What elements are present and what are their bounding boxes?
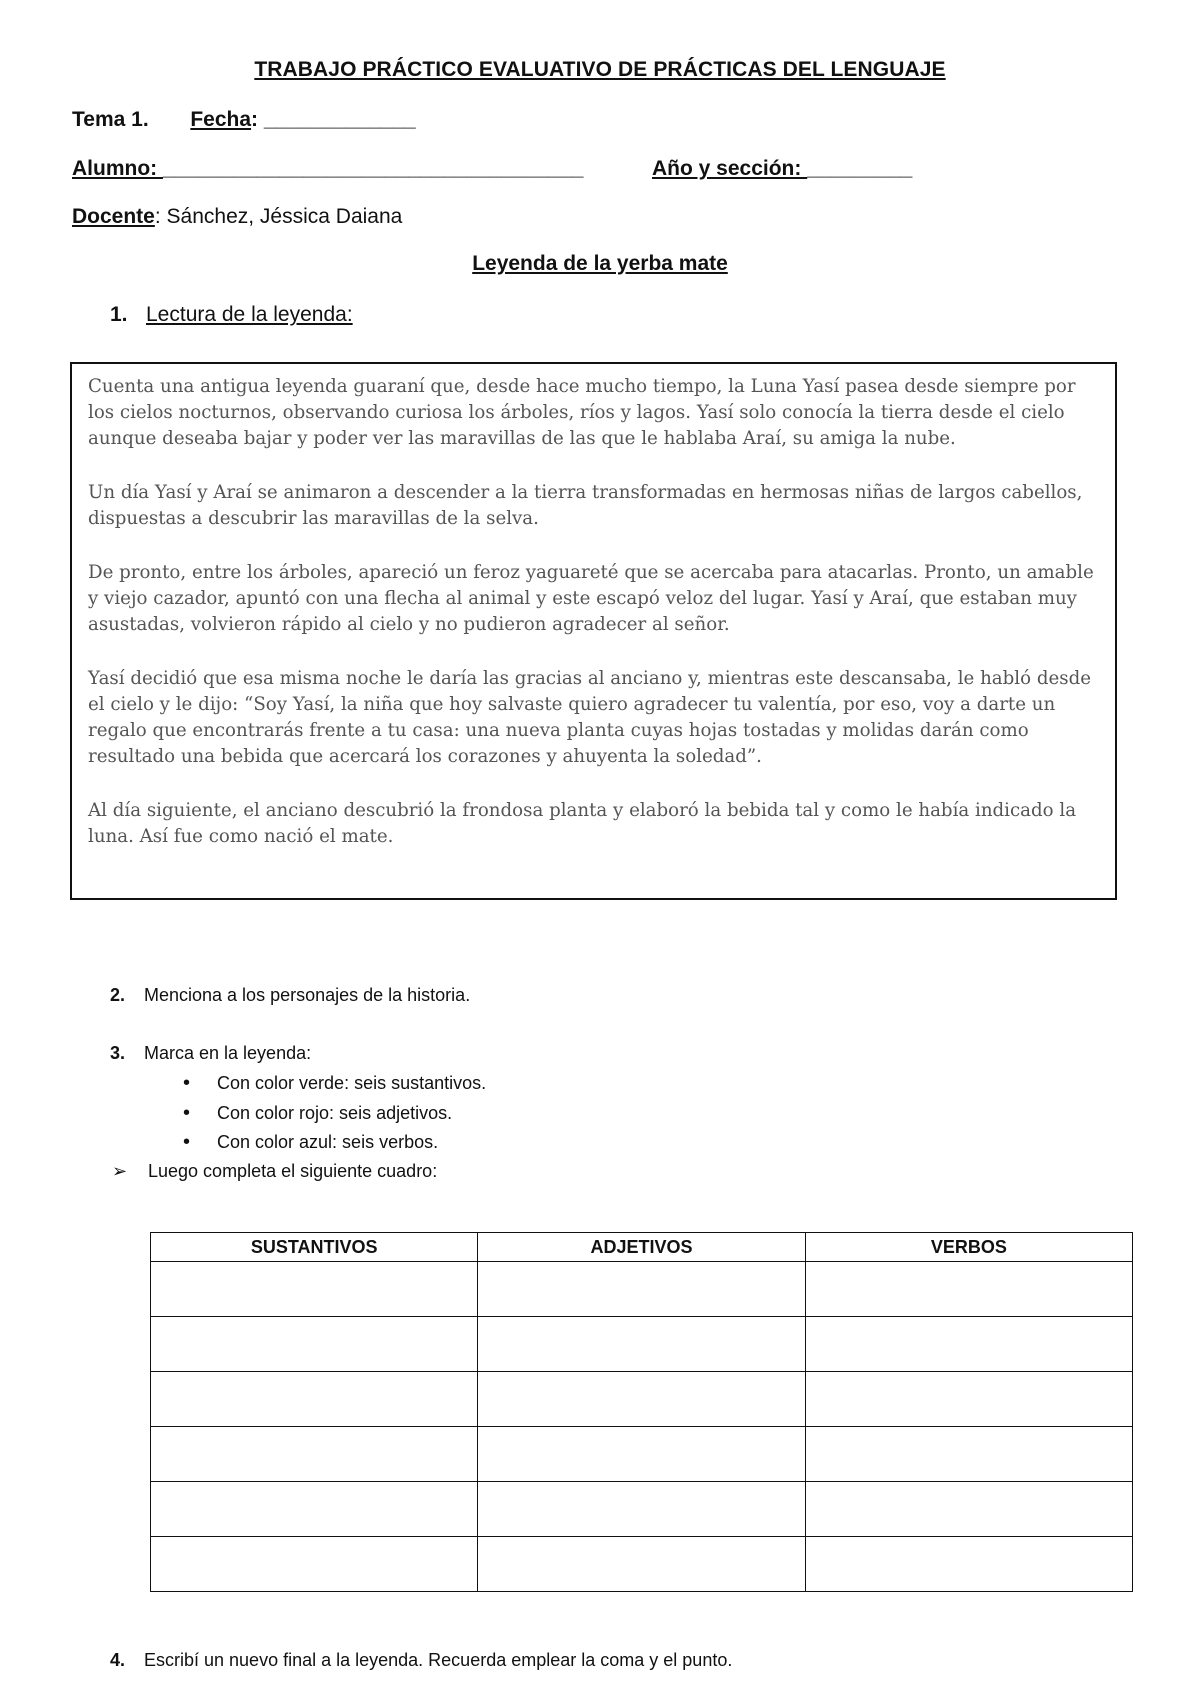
question-3-number: 3. [110, 1043, 126, 1063]
fecha-blank: : _____________ [251, 108, 416, 131]
table-cell[interactable] [151, 1482, 478, 1537]
table-row [151, 1262, 1133, 1317]
followup-text: Luego completa el siguiente cuadro: [148, 1161, 438, 1181]
table-cell[interactable] [805, 1372, 1132, 1427]
table-cell[interactable] [478, 1262, 805, 1317]
table-cell[interactable] [478, 1317, 805, 1372]
seccion-field [652, 157, 912, 181]
table-cell[interactable] [805, 1537, 1132, 1592]
document-title: TRABAJO PRÁCTICO EVALUATIVO DE PRÁCTICAS DEL LENGUAJE [254, 58, 946, 81]
seccion-label: Año y sección: [652, 157, 808, 180]
question-4-text: Escribí un nuevo final a la leyenda. Recuerda emplear la coma y el punto. [144, 1650, 733, 1670]
tema-fecha-line [72, 108, 416, 132]
bullet-dot-icon: • [183, 1102, 191, 1124]
bullet-dot-icon: • [183, 1072, 191, 1094]
alumno-blank: ____________________________________ [162, 157, 584, 180]
story-paragraph: Un día Yasí y Araí se animaron a descender a la tierra transformadas en hermosas niñas de largos cabellos, dispuestas a descubrir las maravillas de la selva. [88, 482, 1083, 529]
section-1-number: 1. [110, 303, 128, 326]
alumno-field [72, 157, 583, 181]
table-cell[interactable] [151, 1262, 478, 1317]
legend-text-box [70, 362, 1117, 900]
fecha-label: Fecha [190, 108, 252, 131]
table-cell[interactable] [478, 1537, 805, 1592]
bullet-dot-icon: • [183, 1131, 191, 1153]
table-header-row [151, 1233, 1133, 1262]
bullet-text: Con color azul: seis verbos. [217, 1132, 439, 1152]
table-cell[interactable] [478, 1482, 805, 1537]
table-cell[interactable] [151, 1427, 478, 1482]
seccion-blank: _________ [807, 157, 913, 180]
question-3-text: Marca en la leyenda: [144, 1043, 312, 1063]
bullet-item [183, 1131, 438, 1154]
question-4-number: 4. [110, 1650, 126, 1670]
table-cell[interactable] [151, 1372, 478, 1427]
header-sustantivos: SUSTANTIVOS [151, 1233, 478, 1262]
arrow-bullet-icon: ➢ [112, 1161, 128, 1181]
question-4 [110, 1650, 732, 1671]
table-cell[interactable] [805, 1262, 1132, 1317]
table-row [151, 1482, 1133, 1537]
bullet-item [183, 1102, 452, 1125]
word-classification-table [150, 1232, 1133, 1592]
story-paragraph: Cuenta una antigua leyenda guaraní que, desde hace mucho tiempo, la Luna Yasí pasea desde siempre por los cielos nocturnos, observando curiosa los árboles, ríos y lagos. Yasí solo conocía la tierra desde el cielo aunque deseaba bajar y poder ver las maravillas de las que le hablaba Araí, su amiga la nube. [88, 376, 1076, 449]
table-row [151, 1537, 1133, 1592]
story-paragraph: De pronto, entre los árboles, apareció un feroz yaguareté que se acercaba para atacarlas. Pronto, un amable y viejo cazador, apuntó con una flecha al animal y este escapó veloz del lugar. Yasí y Araí, que estaban muy asustadas, volvieron rápido al cielo y no pudieron agradecer al señor. [88, 562, 1094, 635]
table-cell[interactable] [478, 1372, 805, 1427]
table-cell[interactable] [805, 1482, 1132, 1537]
question-3 [110, 1043, 311, 1064]
story-paragraph: Al día siguiente, el anciano descubrió la frondosa planta y elaboró la bebida tal y como le había indicado la luna. Así fue como nació el mate. [88, 800, 1077, 847]
docente-value: : Sánchez, Jéssica Daiana [154, 205, 403, 228]
bullet-item [183, 1072, 486, 1095]
section-1-heading [110, 303, 353, 327]
docente-line [72, 205, 402, 229]
alumno-label: Alumno: [72, 157, 163, 180]
table-row [151, 1372, 1133, 1427]
table-row [151, 1317, 1133, 1372]
section-1-label: Lectura de la leyenda: [146, 303, 353, 326]
table-cell[interactable] [805, 1317, 1132, 1372]
table-row [151, 1427, 1133, 1482]
question-2-number: 2. [110, 985, 126, 1005]
tema-label: Tema 1. [72, 108, 149, 131]
question-2 [110, 985, 470, 1006]
table-cell[interactable] [805, 1427, 1132, 1482]
header-adjetivos: ADJETIVOS [478, 1233, 805, 1262]
bullet-text: Con color rojo: seis adjetivos. [217, 1103, 453, 1123]
question-2-text: Menciona a los personajes de la historia. [144, 985, 471, 1005]
table-cell[interactable] [478, 1427, 805, 1482]
table-cell[interactable] [151, 1317, 478, 1372]
bullet-text: Con color verde: seis sustantivos. [217, 1073, 487, 1093]
docente-label: Docente [72, 205, 155, 228]
legend-title: Leyenda de la yerba mate [472, 252, 728, 275]
header-verbos: VERBOS [805, 1233, 1132, 1262]
story-paragraph: Yasí decidió que esa misma noche le daría las gracias al anciano y, mientras este descansaba, le habló desde el cielo y le dijo: “Soy Yasí, la niña que hoy salvaste quiero agradecer tu valentía, por eso, voy a darte un regalo que encontrarás frente a tu casa: una nueva planta cuyas hojas tostadas y molidas darán como resultado una bebida que acercará los corazones y ahuyenta la soledad”. [88, 668, 1091, 767]
table-cell[interactable] [151, 1537, 478, 1592]
followup-instruction [112, 1161, 437, 1182]
